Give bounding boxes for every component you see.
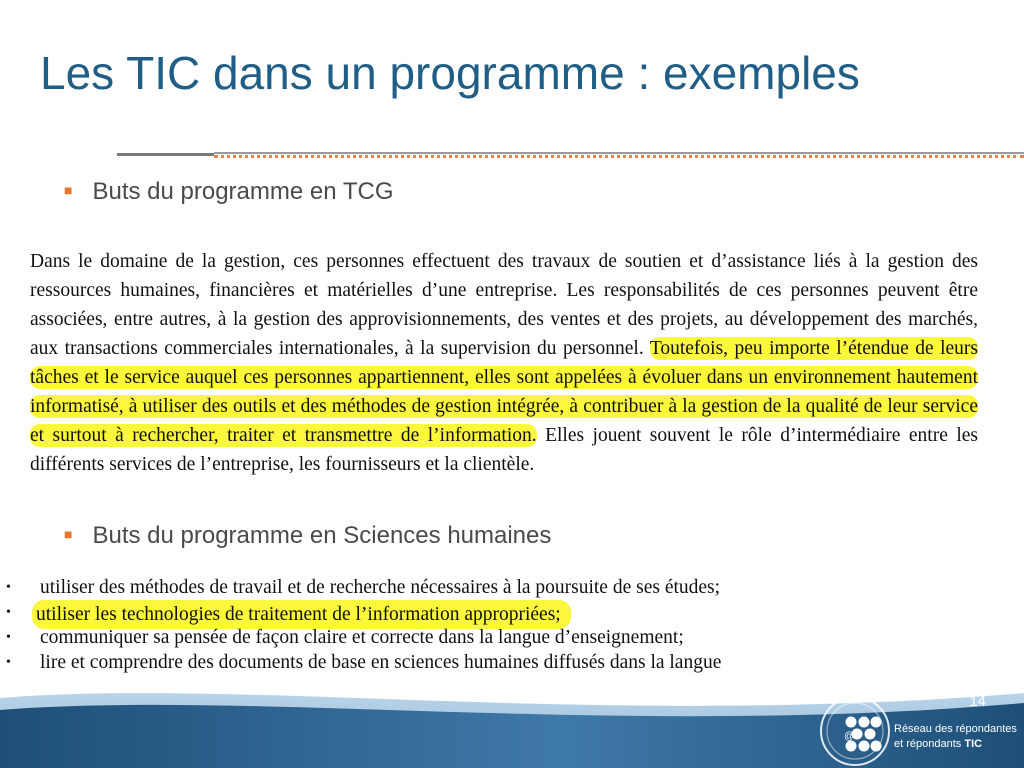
bullet-label: Buts du programme en TCG (92, 178, 394, 205)
excerpt-text: Dans le domaine de la gestion, ces personnes effectuent des travaux de soutien et d’assistance liés à la gestion des ressources humaines, financières et matérielles d’une entreprise. Les responsabilités de ces personnes peuvent être associées, entre autres, à la gestion des approvisionnements, des ventes et des projets, au développement des marchés, aux transactions commerciales internationales, à la supervision du personnel. (30, 251, 978, 359)
logo-line-2-text: et répondants (894, 738, 965, 750)
title-divider-line (214, 152, 1024, 154)
list-item-text: utiliser des méthodes de travail et de recherche nécessaires à la poursuite de ses études; (40, 577, 721, 598)
logo-line-2 (894, 737, 1017, 752)
page-number: 14 (969, 693, 986, 710)
logo-line-1: Réseau des répondantes (894, 723, 1017, 735)
list-item-text: utiliser les technologies de traitement de l’information appropriées; (32, 600, 571, 629)
sh-excerpt-list (0, 575, 900, 673)
list-item (0, 625, 900, 650)
list-bullet-icon: • (6, 580, 11, 595)
bullet-square-icon: ■ (64, 526, 73, 542)
title-divider-dotted (214, 155, 1024, 158)
logo-at-symbol: @ (844, 731, 855, 742)
logo-caption (894, 722, 1017, 752)
reseau-logo-icon (818, 694, 892, 768)
bullet-square-icon: ■ (64, 182, 73, 198)
list-item-highlighted (0, 600, 900, 625)
excerpt-highlight: Toutefois, peu importe l’étendue de leurs tâches et le service auquel ces personnes appartiennent, elles sont appelées à évoluer dans un environnement hautement informatisé, à utiliser des outils et des méthodes de gestion intégrée, à contribuer à la gestion de la qualité de leur service et surtout à rechercher, traiter et transmettre de l’information. (30, 338, 978, 446)
bullet-sciences-humaines (64, 522, 551, 550)
slide-title: Les TIC dans un programme : exemples (40, 47, 860, 99)
list-item (0, 575, 900, 600)
bullet-label: Buts du programme en Sciences humaines (92, 522, 552, 549)
list-bullet-icon: • (6, 655, 11, 670)
list-bullet-icon: • (6, 630, 11, 645)
bullet-tcg (64, 178, 394, 206)
title-divider-solid (117, 153, 214, 156)
tcg-excerpt (30, 247, 978, 479)
list-bullet-icon: • (6, 605, 11, 620)
list-item-text: communiquer sa pensée de façon claire et correcte dans la langue d’enseignement; (40, 627, 684, 648)
list-item-text: lire et comprendre des documents de base en sciences humaines diffusés dans la langue (40, 652, 722, 673)
excerpt-text: Elles jouent souvent le rôle d’intermédiaire entre les différents services de l’entreprise, les fournisseurs et la clientèle. (30, 425, 978, 475)
logo-line-2-bold: TIC (964, 738, 983, 750)
